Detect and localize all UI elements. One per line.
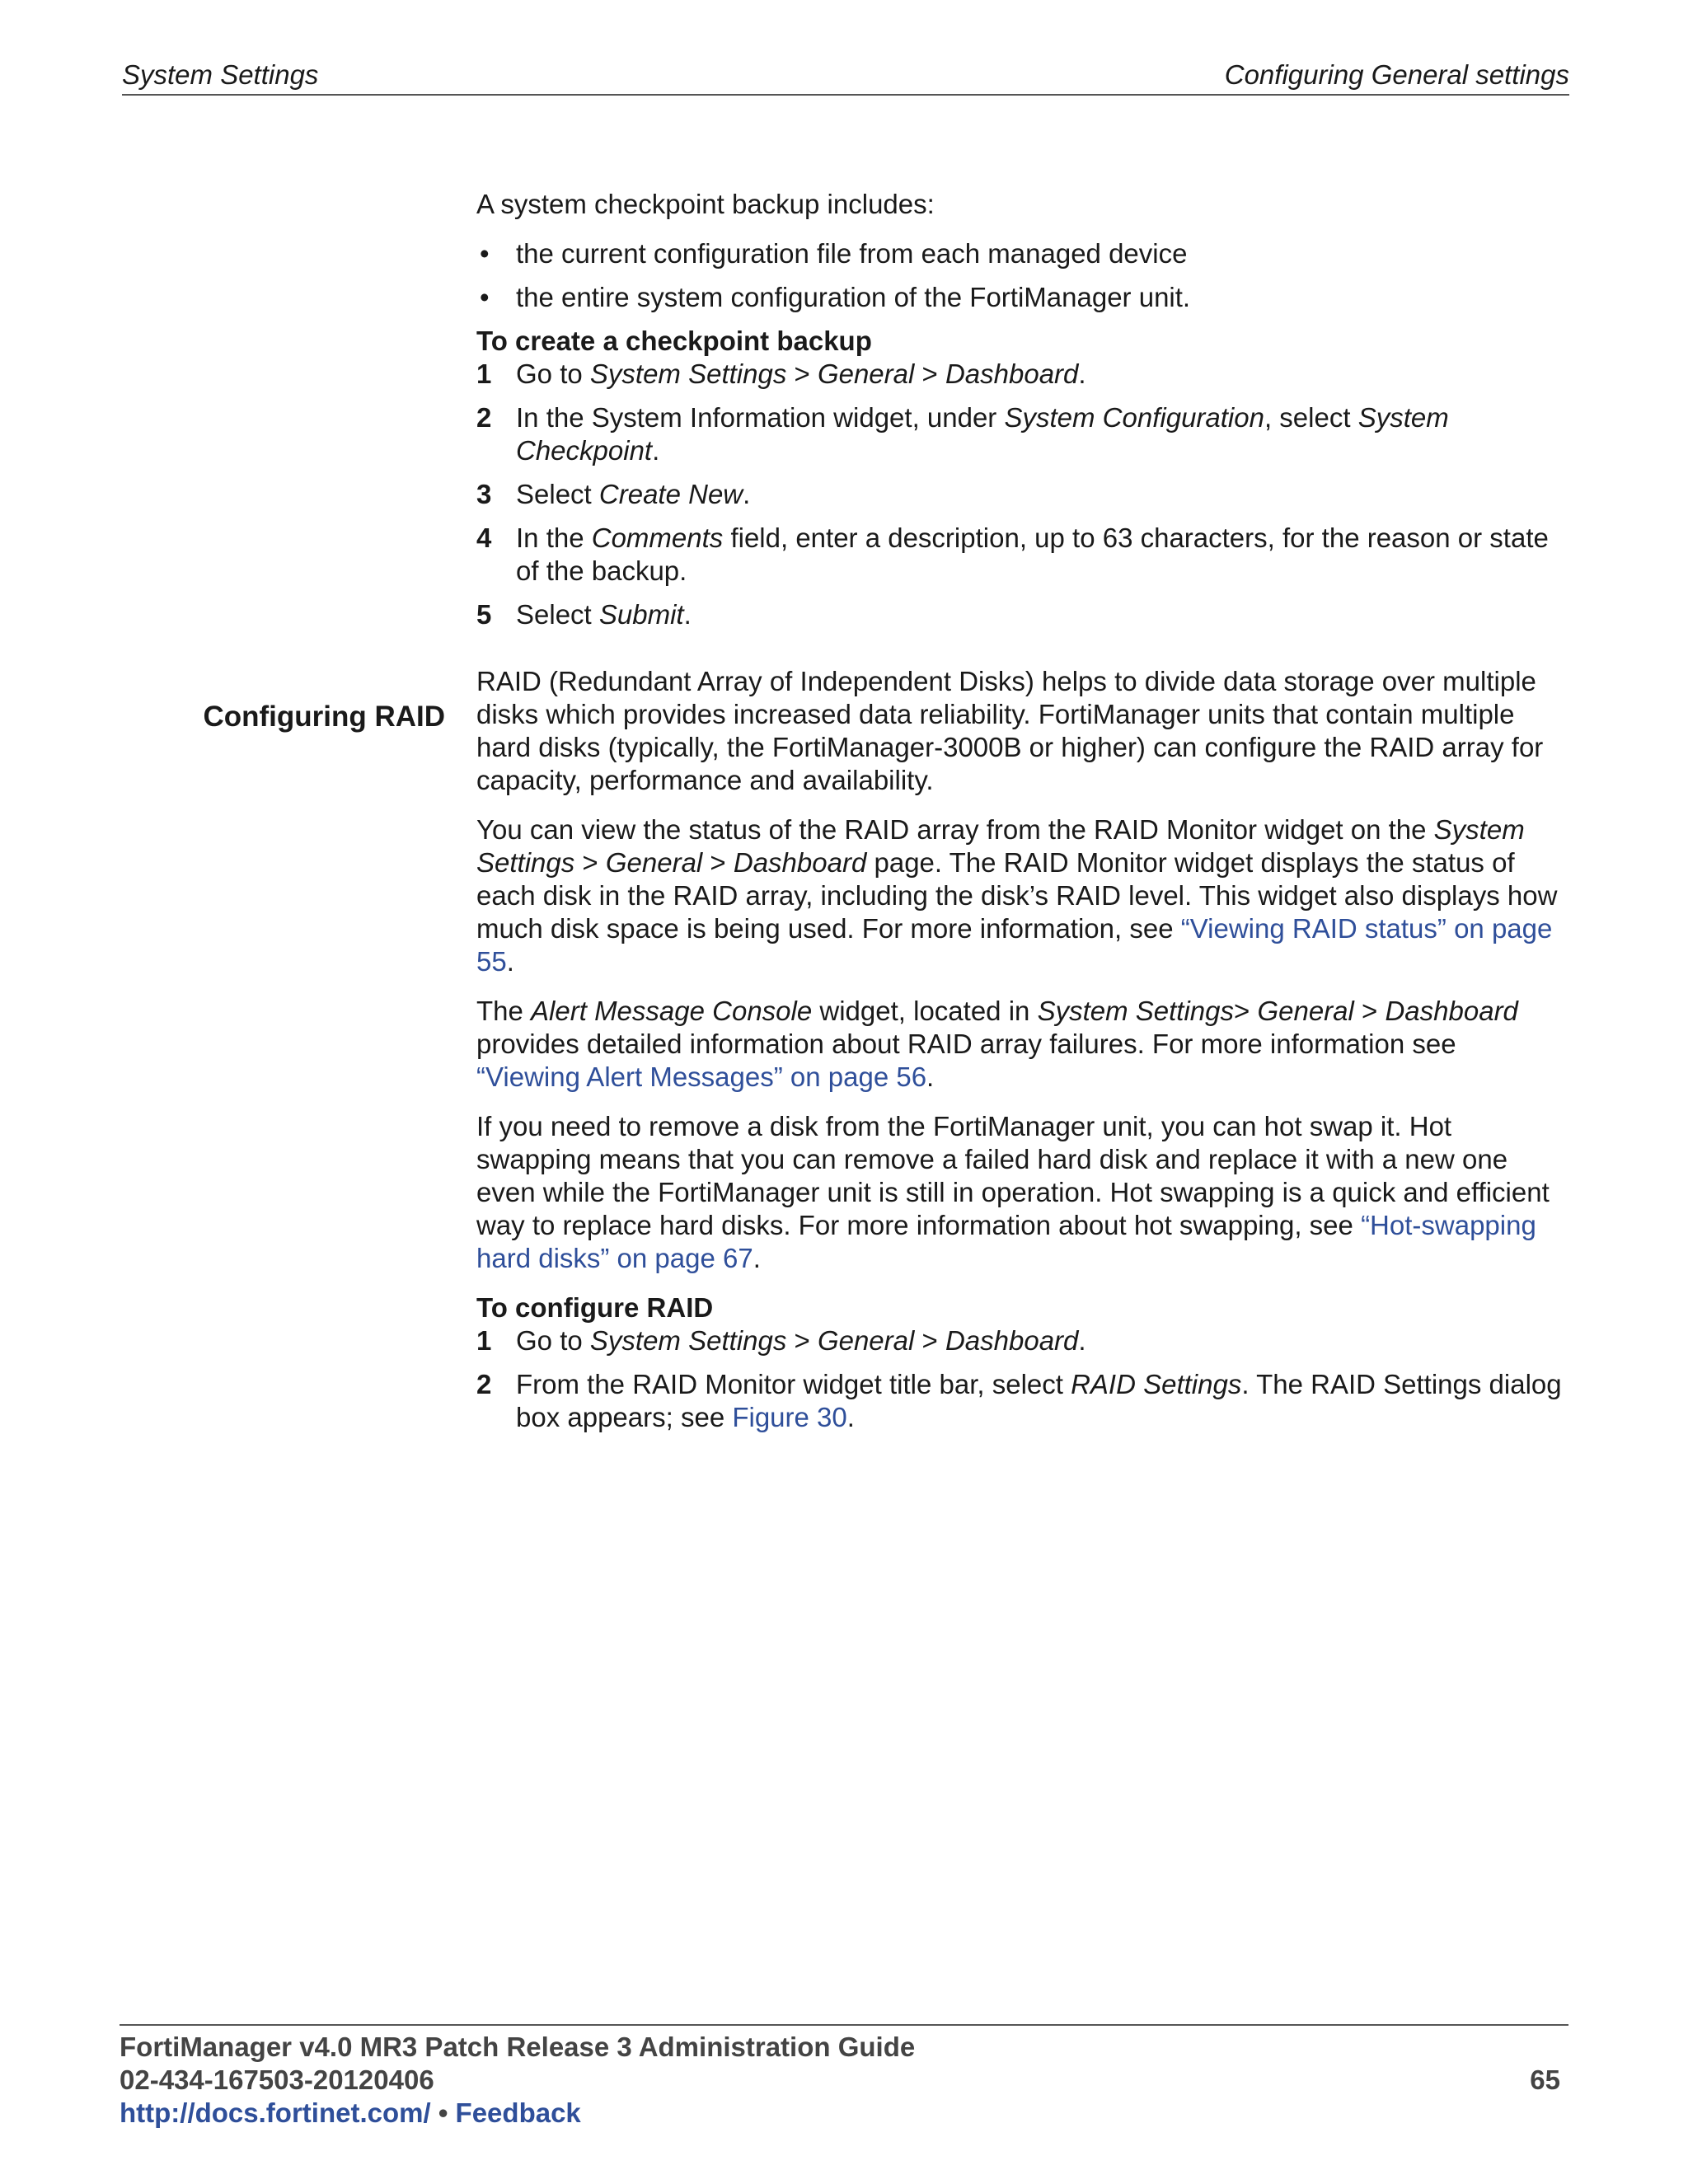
checkpoint-bullet-list (476, 237, 1564, 314)
raid-steps (476, 1324, 1564, 1434)
footer-docs-link[interactable]: http://docs.fortinet.com/ (120, 2097, 431, 2128)
bullet-icon: • (480, 238, 490, 269)
footer-doc-number: 02-434-167503-20120406 (120, 2064, 434, 2095)
checkpoint-steps (476, 358, 1564, 631)
step-item: 2 In the System Information widget, under System Configuration, select System Checkpoint. (476, 402, 1449, 466)
header-section-title: System Settings (122, 59, 319, 90)
footer-separator: • (430, 2097, 456, 2128)
page-footer (120, 2024, 1568, 2130)
step-item: 5 Select Submit. (476, 599, 692, 630)
main-content (476, 188, 1564, 1445)
step-item: 3 Select Create New. (476, 479, 751, 509)
section-heading-raid: Configuring RAID (203, 701, 445, 733)
checkpoint-intro: A system checkpoint backup includes: (476, 189, 935, 219)
procedure-title-raid: To configure RAID (476, 1292, 714, 1323)
link-viewing-alert-messages[interactable]: “Viewing Alert Messages” on page 56 (476, 1062, 927, 1092)
list-item: • the entire system configuration of the FortiManager unit. (480, 282, 1191, 312)
step-item: 1 Go to System Settings > General > Dashboard. (476, 1325, 1086, 1356)
footer-feedback-link[interactable]: Feedback (455, 2097, 581, 2128)
procedure-title-checkpoint: To create a checkpoint backup (476, 326, 872, 356)
step-item: 1 Go to System Settings > General > Dashboard. (476, 359, 1086, 389)
raid-paragraph-alerts: The Alert Message Console widget, located in System Settings> General > Dashboard provides detailed information about RAID array failures. For more information see “Viewing Alert Messages” on page 56. (476, 996, 1518, 1092)
list-item: • the current configuration file from each managed device (480, 238, 1188, 269)
step-item: 4 In the Comments field, enter a description, up to 63 characters, for the reason or state of the backup. (476, 523, 1549, 586)
header-chapter-title: Configuring General settings (1224, 59, 1569, 90)
running-header (122, 59, 1569, 96)
raid-paragraph-hotswap: If you need to remove a disk from the FortiManager unit, you can hot swap it. Hot swapping means that you can remove a failed hard disk and replace it with a new one even while the FortiManager unit is still in operation. Hot swapping is a quick and efficient way to replace hard disks. For more information about hot swapping, see “Hot-swapping hard disks” on page 67. (476, 1111, 1550, 1273)
raid-paragraph-monitor: You can view the status of the RAID array from the RAID Monitor widget on the System Settings > General > Dashboard page. The RAID Monitor widget displays the status of each disk in the RAID array, including the disk’s RAID level. This widget also displays how much disk space is being used. For more information, see “Viewing RAID status” on page 55. (476, 814, 1558, 977)
footer-guide-title: FortiManager v4.0 MR3 Patch Release 3 Administration Guide (120, 2032, 916, 2062)
link-viewing-raid-status[interactable]: “Viewing RAID status” on page 55 (476, 913, 1553, 977)
link-figure-30[interactable]: Figure 30 (732, 1402, 847, 1432)
step-item: 2 From the RAID Monitor widget title bar, select RAID Settings. The RAID Settings dialog box appears; see Figure 30. (476, 1369, 1562, 1432)
link-hot-swapping[interactable]: “Hot-swapping hard disks” on page 67 (476, 1210, 1536, 1273)
bullet-icon: • (480, 282, 490, 312)
raid-paragraph-intro: RAID (Redundant Array of Independent Disks) helps to divide data storage over multiple disks which provides increased data reliability. FortiManager units that contain multiple hard disks (typically, the FortiManager-3000B or higher) can configure the RAID array for capacity, performance and availability. (476, 666, 1544, 795)
page-number: 65 (1530, 2064, 1560, 2095)
